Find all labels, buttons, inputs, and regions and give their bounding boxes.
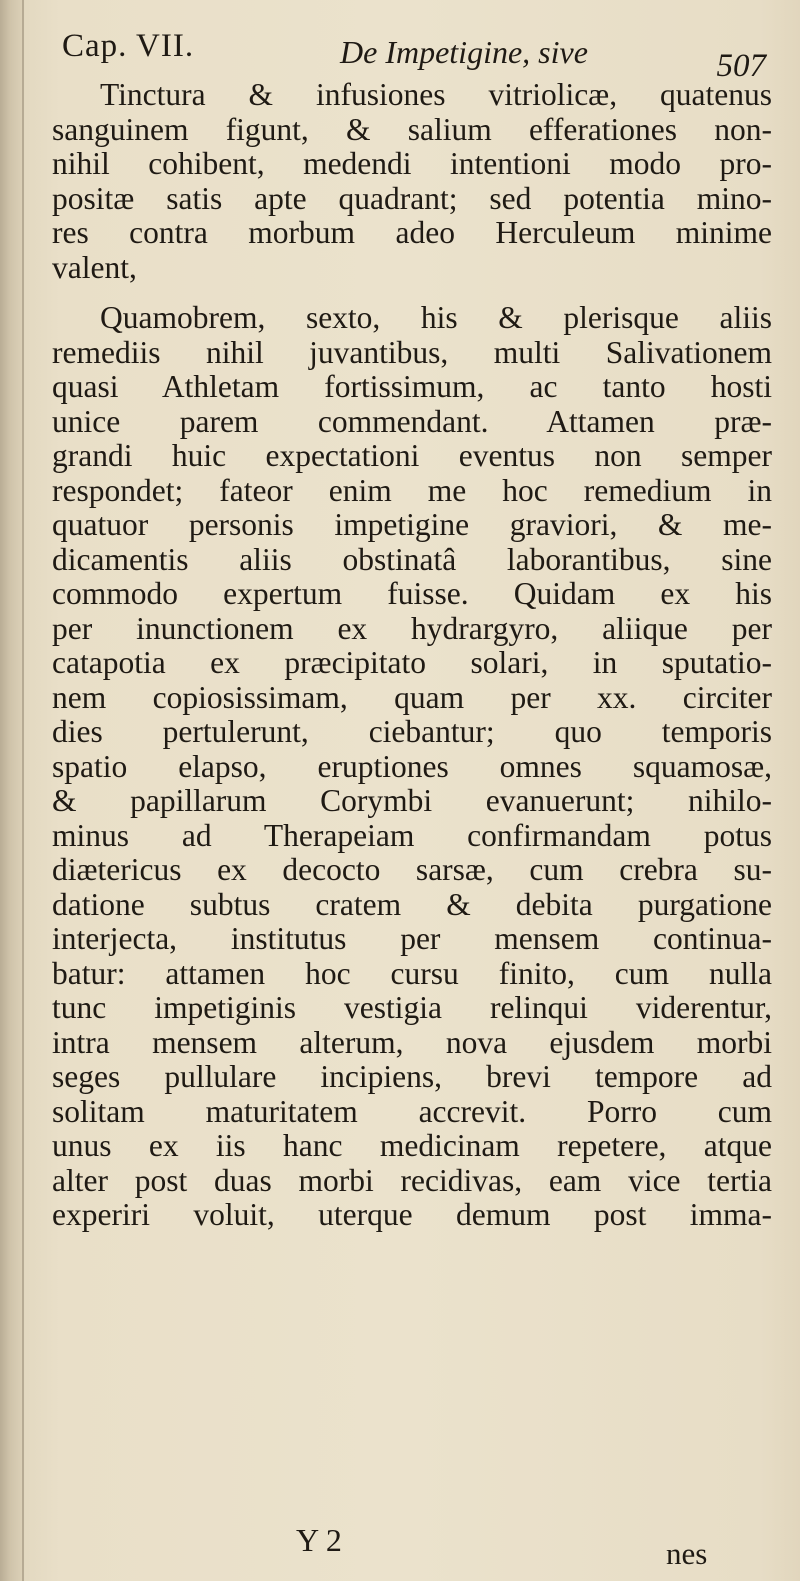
text-line: intra mensem alterum, nova ejusdem morbi (52, 1024, 772, 1060)
text-line: diætericus ex decocto sarsæ, cum crebra su- (52, 852, 772, 887)
text-line: commodo expertum fuisse. Quidam ex his (52, 576, 772, 611)
text-line: & papillarum Corymbi evanuerunt; nihilo- (52, 783, 772, 818)
running-title: De Impetigine, sive (340, 34, 588, 70)
gutter-shadow-line (22, 0, 24, 1581)
text-line: spatio elapso, eruptiones omnes squamosæ, (52, 748, 772, 784)
text-line: unus ex iis hanc medicinam repetere, atque (52, 1128, 772, 1163)
text-line: solitam maturitatem accrevit. Porro cum (52, 1093, 772, 1129)
text-line: minus ad Therapeiam confirmandam potus (52, 817, 772, 853)
body-text (52, 78, 772, 1233)
running-head (62, 22, 772, 84)
text-line: per inunctionem ex hydrargyro, aliique per (52, 610, 772, 646)
text-line: interjecta, institutus per mensem continua- (52, 921, 772, 956)
page-number: 507 (716, 48, 766, 84)
text-line: Quamobrem, sexto, his & plerisque aliis (100, 300, 772, 335)
text-line: experiri voluit, uterque demum post imma- (52, 1197, 772, 1232)
page-gutter (0, 0, 24, 1581)
text-line: nem copiosissimam, quam per xx. circiter (52, 679, 772, 715)
paragraph-1 (52, 78, 772, 285)
text-line: alter post duas morbi recidivas, eam vice tertia (52, 1162, 772, 1198)
text-line: datione subtus cratem & debita purgatione (52, 886, 772, 922)
text-line: batur: attamen hoc cursu finito, cum nulla (52, 955, 772, 991)
text-line: Tinctura & infusiones vitriolicæ, quatenus (100, 77, 772, 112)
text-line: unice parem commendant. Attamen præ- (52, 403, 772, 439)
text-line: sanguinem figunt, & salium efferationes non- (52, 111, 772, 147)
text-line: quatuor personis impetigine graviori, & me- (52, 507, 772, 542)
text-line: quasi Athletam fortissimum, ac tanto hosti (52, 369, 772, 404)
text-line: res contra morbum adeo Herculeum minime (52, 215, 772, 250)
catchword: nes (666, 1536, 708, 1571)
text-line: dies pertulerunt, ciebantur; quo temporis (52, 714, 772, 749)
signature-mark: Y 2 (296, 1522, 342, 1558)
text-line: remediis nihil juvantibus, multi Salivationem (52, 334, 772, 370)
text-line: positæ satis apte quadrant; sed potentia mino- (52, 180, 772, 216)
chapter-label: Cap. VII. (62, 28, 195, 64)
text-line: grandi huic expectationi eventus non semper (52, 438, 772, 473)
text-line: nihil cohibent, medendi intentioni modo pro- (52, 146, 772, 181)
text-line: seges pullulare incipiens, brevi tempore ad (52, 1059, 772, 1094)
text-line: catapotia ex præcipitato solari, in sputatio- (52, 645, 772, 680)
text-line: respondet; fateor enim me hoc remedium in (52, 472, 772, 508)
text-line: dicamentis aliis obstinatâ laborantibus, sine (52, 541, 772, 577)
text-line: tunc impetiginis vestigia relinqui viderentur, (52, 990, 772, 1025)
text-line: valent, (52, 249, 137, 285)
paragraph-2 (52, 301, 772, 1233)
